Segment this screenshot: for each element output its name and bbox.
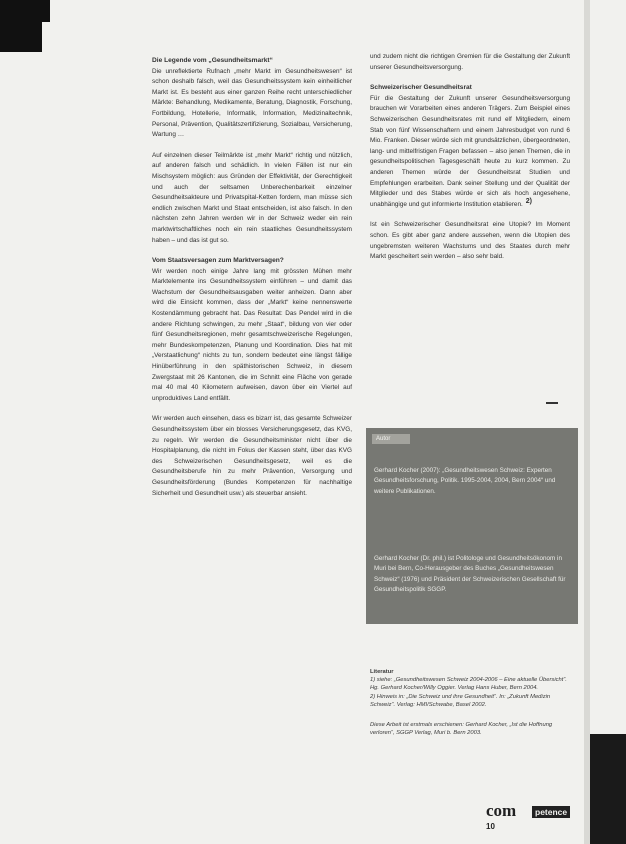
paragraph: Wir werden noch einige Jahre lang mit grössten Mühen mehr Marktelemente ins Gesundheitssystem einführen – und damit das Wachstum der Gesundheitsausgaben weiter anheizen. Dann aber wird die Einsicht kommen, dass der „Markt“ keine nennenswerte Kostendämmung gebracht hat. Das Resultat: Das Pendel wird in die andere Richtung schwingen, zu mehr „Staat“, bildung von vier oder fünf Gesundheitsregionen, mehr gesamtschweizerische Regelungen, mehr Bundeskompetenzen, Planung und Koordination. Dies hat mit „Verstaatlichung“ nichts zu tun, sondern bedeutet eine längst fällige Hinüberführung in den späthistorischen Schweiz, in diesem Zwergstaat mit 26 Kantonen, die im Schnitt eine Fläche von gerade mal 40 mal 40 Kilometern aufweisen, davon über ein Viertel auf unproduktives Land entfällt. xyxy=(152,267,352,402)
author-tag: Autor xyxy=(372,434,410,444)
footnote-reference: 2) xyxy=(525,197,533,205)
scan-corner-top-left xyxy=(0,0,42,52)
paragraph: Die unreflektierte Rufnach „mehr Markt im Gesundheitswesen“ ist schon deshalb falsch, weil das Gesundheitssystem kein einheitlicher Markt ist. Es besteht aus einer ganzen Reihe recht unterschiedlicher Märkte: Behandlung, Medikamente, Beratung, Diagnostik, Forschung, Fortbildung, Hotellerie, Informatik, Information, Medizinaltechnik, Personal, Prävention, Qualitätszertifizierung, Sozialbau, Versicherung, Wartung … xyxy=(152,67,352,139)
footnotes xyxy=(370,668,570,737)
paragraph: Wir werden auch einsehen, dass es bizarr ist, das gesamte Schweizer Gesundheitssystem über ein blosses Versicherungsgesetz, das KVG, zu regeln. Wir werden die Gesundheitsminister nicht über die Hospitalplanung, die nicht im Fokus der Kassen steht, über das KVG des Schweizerischen Gesundheitsgesetz, weil es die Gesundheitsberufe hin zu mehr Prävention, Versorgung und Gesundheitsförderung (Bundes Kompetenzen für nachhaltige Sicherheit und Gesundheit usw.) als steuerbar ansieht. xyxy=(152,415,352,497)
paragraph: Auf einzelnen dieser Teilmärkte ist „mehr Markt“ richtig und nützlich, auf anderen falsch und schädlich. In vielen Fällen ist nur ein Mischsystem möglich: aus Gründen der Effektivität, der Gerechtigkeit und auch der seltsamen Unberechenbarkeit einzelner Gesundheitsakteure und Privatspital-Ketten fordern, man müsse sich endlich zwischen Markt und Staat entscheiden, ist also falsch. In den nächsten zehn Jahren werden wir in der Schweiz weder ein rein marktwirtschaftliches noch ein rein staatliches Gesundheitssystem haben – und das ist gut so. xyxy=(152,151,352,244)
footnotes-heading: Literatur xyxy=(370,669,394,675)
author-info-box xyxy=(366,428,578,624)
page-number: 10 xyxy=(486,822,495,831)
right-column xyxy=(370,52,570,273)
paragraph: Ist ein Schweizerischer Gesundheitsrat eine Utopie? Im Moment schon. Es gibt aber ganz andere aussehen, wenn die Utopien des ungebremsten weiteren Wachstums und des Staates durch mehr Markt gescheitert sein werden – also sehr bald. xyxy=(370,221,570,261)
footnote-2: 2) Hinweis in: „Die Schweiz und ihre Gesundheit“. In: „Zukunft Medizin Schweiz“. Verlag: HMI/Schwabe, Basel 2002. xyxy=(370,693,551,708)
paragraph xyxy=(370,94,570,211)
left-column xyxy=(152,56,352,509)
page-spine-shadow xyxy=(584,0,590,844)
publication-credit: Diese Arbeit ist erstmals erschienen: Gerhard Kocher, „Ist die Hoffnung verloren“, SGGP Verlag, Muri b. Bern 2003. xyxy=(370,722,553,737)
footnote-1: 1) siehe: „Gesundheitswesen Schweiz 2004-2006 – Eine aktuelle Übersicht“. Hg. Gerhard Kocher/Willy Oggier. Verlag Hans Huber, Bern 2004. xyxy=(370,677,567,692)
paragraph: und zudem nicht die richtigen Gremien für die Gestaltung der Zukunft unserer Gesundheitsversorgung. xyxy=(370,53,570,71)
end-mark xyxy=(546,402,558,404)
logo-petence: petence xyxy=(532,806,570,818)
paragraph-text: Für die Gestaltung der Zukunft unserer Gesundheitsversorgung brauchen wir Vorarbeiten eines anderen Trägers. Zum Beispiel eines Schweizerischen Gesundheitsrates mit rund elf Mitgliedern, einem Stab von fünf Wissenschaftern und einem Jahresbudget von rund 6 Mio. Franken. Dieser würde sich mit grundsätzlichen, übergeordneten, lang- und mittelfristigen Fragen befassen – also jenen Themen, die in gesundheitspolitischen Tagesgeschäft heute zu kurz kommen. Zu anderen Themen würde der Gesundheitsrat Studien und Empfehlungen erarbeiten. Dank seiner Stellung und der Qualität der Mitglieder und des Stabes würde er sich als hoch angesehene, unabhängige und gut informierte Institution etablieren. xyxy=(370,94,570,208)
scan-corner-bottom-right xyxy=(590,734,626,844)
logo-com: com xyxy=(486,801,517,820)
section-heading-gesundheitsrat: Schweizerischer Gesundheitsrat xyxy=(370,84,472,92)
section-heading-gesundheitsmarkt: Die Legende vom „Gesundheitsmarkt“ xyxy=(152,57,273,64)
competence-logo xyxy=(486,802,586,820)
section-heading-staatsversagen: Vom Staatsversagen zum Marktversagen? xyxy=(152,257,284,265)
author-publication: Gerhard Kocher (2007): „Gesundheitswesen Schweiz: Experten Gesundheitsforschung, Politik. 1995-2004, 2004, Bern 2004“ und weitere Publikationen. xyxy=(374,467,556,495)
scan-corner-top-left-strip xyxy=(42,0,50,22)
author-bio: Gerhard Kocher (Dr. phil.) ist Politologe und Gesundheitsökonom in Muri bei Bern, Co-Herausgeber des Buches „Gesundheitswesen Schweiz“ (1976) und Präsident der Schweizerischen Gesellschaft für Gesundheitspolitik SGGP. xyxy=(374,555,566,594)
